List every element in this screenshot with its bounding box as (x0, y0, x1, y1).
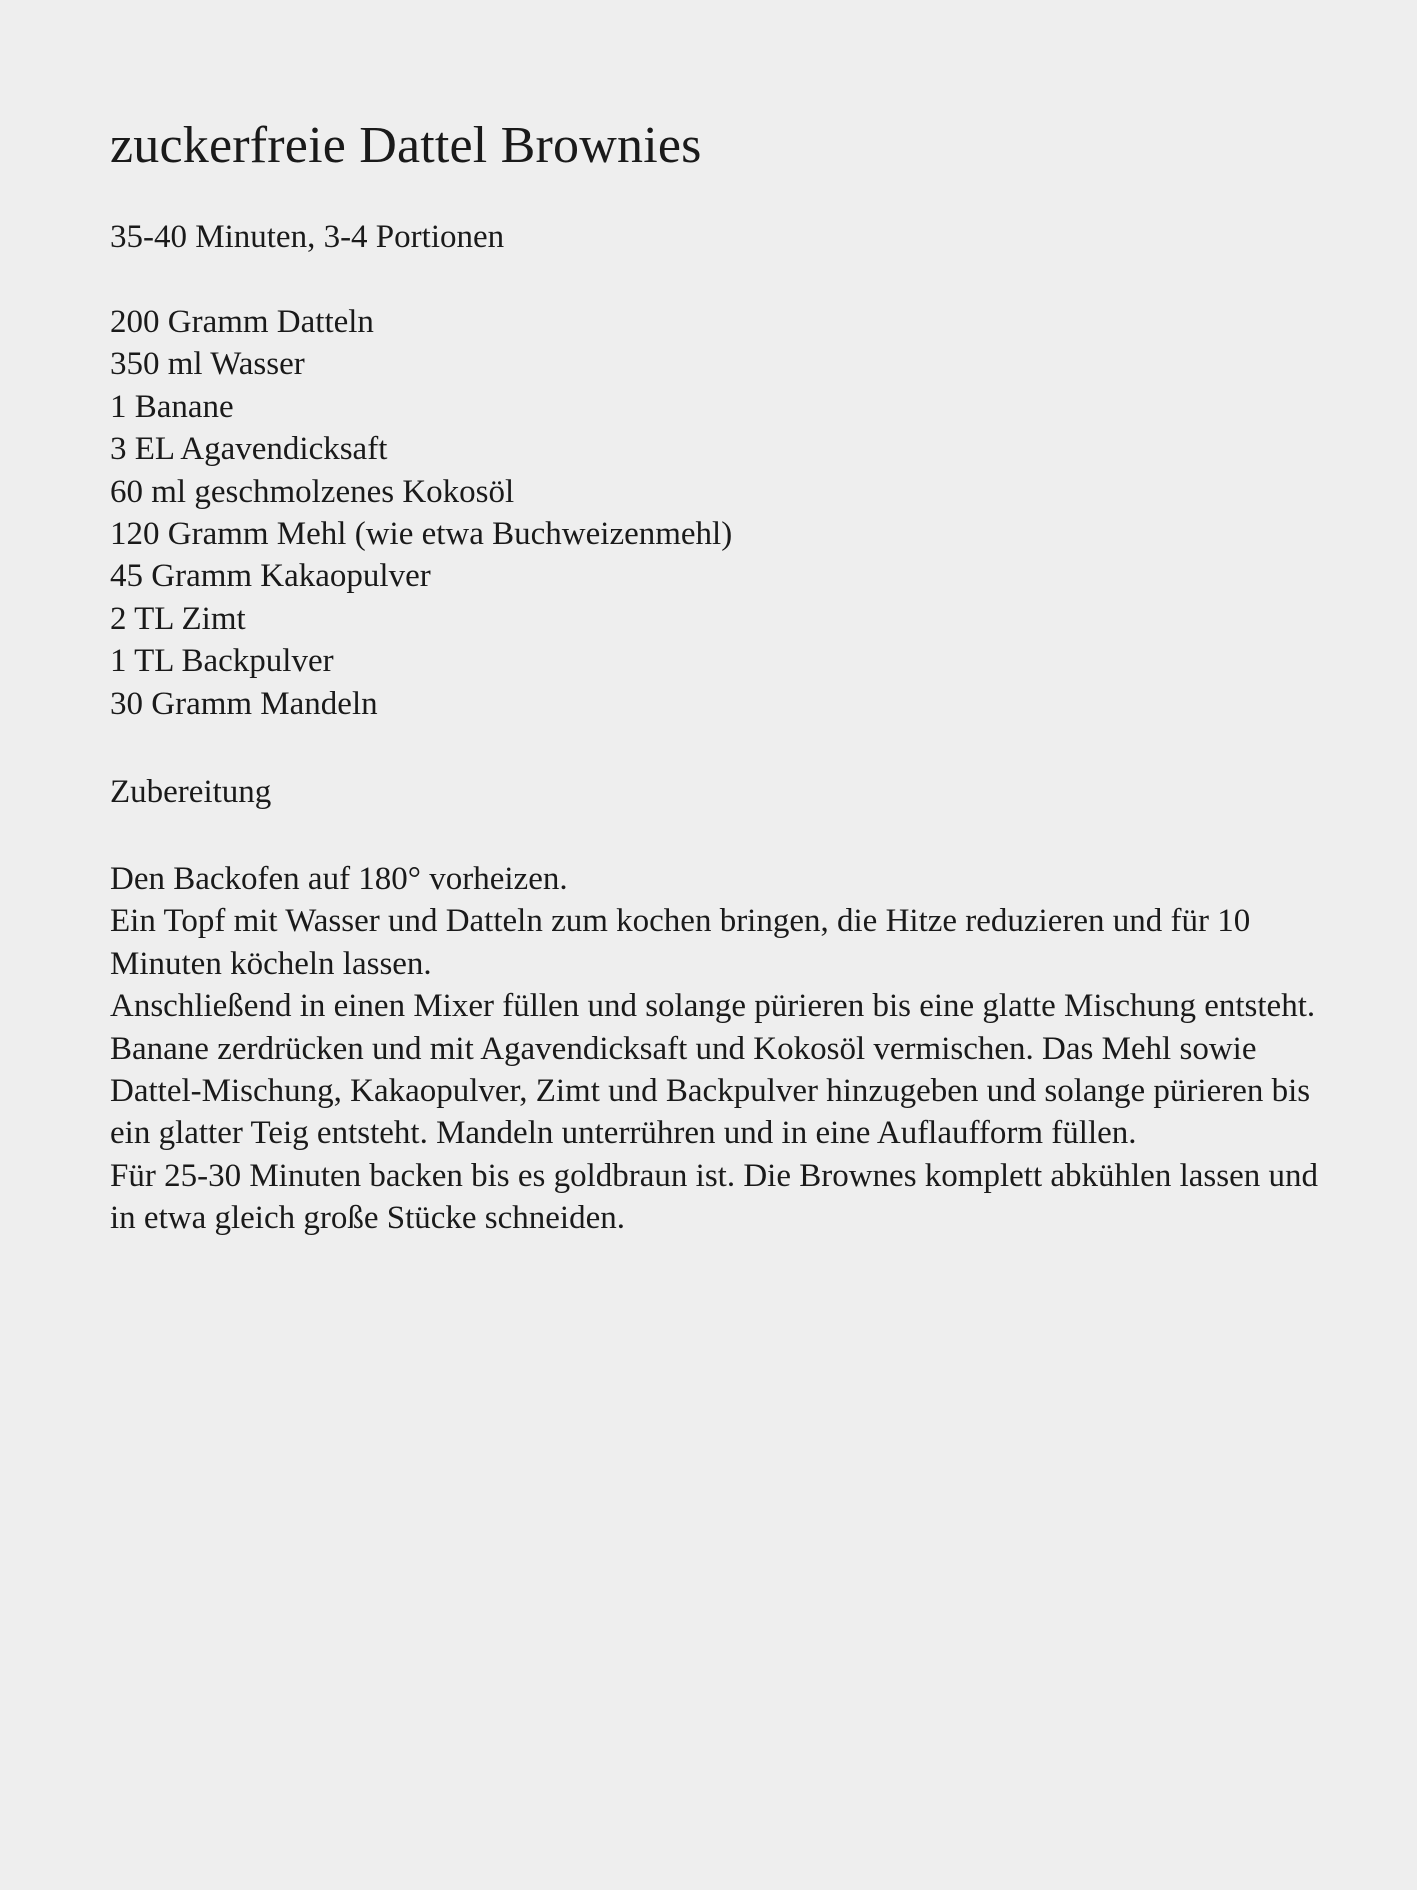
ingredient-item: 2 TL Zimt (110, 600, 246, 637)
preparation-step: Anschließend in einen Mixer füllen und solange pürieren bis eine glatte Mischung entsteht. (110, 988, 1316, 1025)
ingredient-list (110, 301, 732, 725)
recipe-time-servings: 35-40 Minuten, 3-4 Portionen (110, 219, 505, 255)
ingredient-item: 60 ml geschmolzenes Kokosöl (110, 473, 515, 510)
ingredient-item: 120 Gramm Mehl (wie etwa Buchweizenmehl) (110, 516, 733, 553)
recipe-title: zuckerfreie Dattel Brownies (110, 117, 702, 174)
ingredient-item: 1 TL Backpulver (110, 643, 334, 680)
preparation-step: Banane zerdrücken und mit Agavendicksaft und Kokosöl vermischen. Das Mehl sowie Dattel-Mischung, Kakaopulver, Zimt und Backpulver hinzugeben und solange pürieren bis ein glatter Teig entsteht. Mandeln unterrühren und in eine Auflaufform füllen. (110, 1030, 1311, 1152)
ingredient-item: 200 Gramm Datteln (110, 304, 374, 340)
preparation-step: Ein Topf mit Wasser und Datteln zum kochen bringen, die Hitze reduzieren und für 10 Minuten köcheln lassen. (110, 903, 1251, 982)
ingredient-item: 30 Gramm Mandeln (110, 685, 378, 722)
preparation-step: Für 25-30 Minuten backen bis es goldbraun ist. Die Brownes komplett abkühlen lassen und in etwa gleich große Stücke schneiden. (110, 1157, 1318, 1237)
preparation-steps (110, 858, 1320, 1240)
ingredient-item: 350 ml Wasser (110, 346, 305, 383)
ingredient-item: 45 Gramm Kakaopulver (110, 558, 431, 595)
ingredient-item: 3 EL Agavendicksaft (110, 431, 388, 468)
ingredient-item: 1 Banane (110, 388, 234, 425)
preparation-heading: Zubereitung (110, 774, 272, 810)
preparation-step: Den Backofen auf 180° vorheizen. (110, 861, 568, 897)
